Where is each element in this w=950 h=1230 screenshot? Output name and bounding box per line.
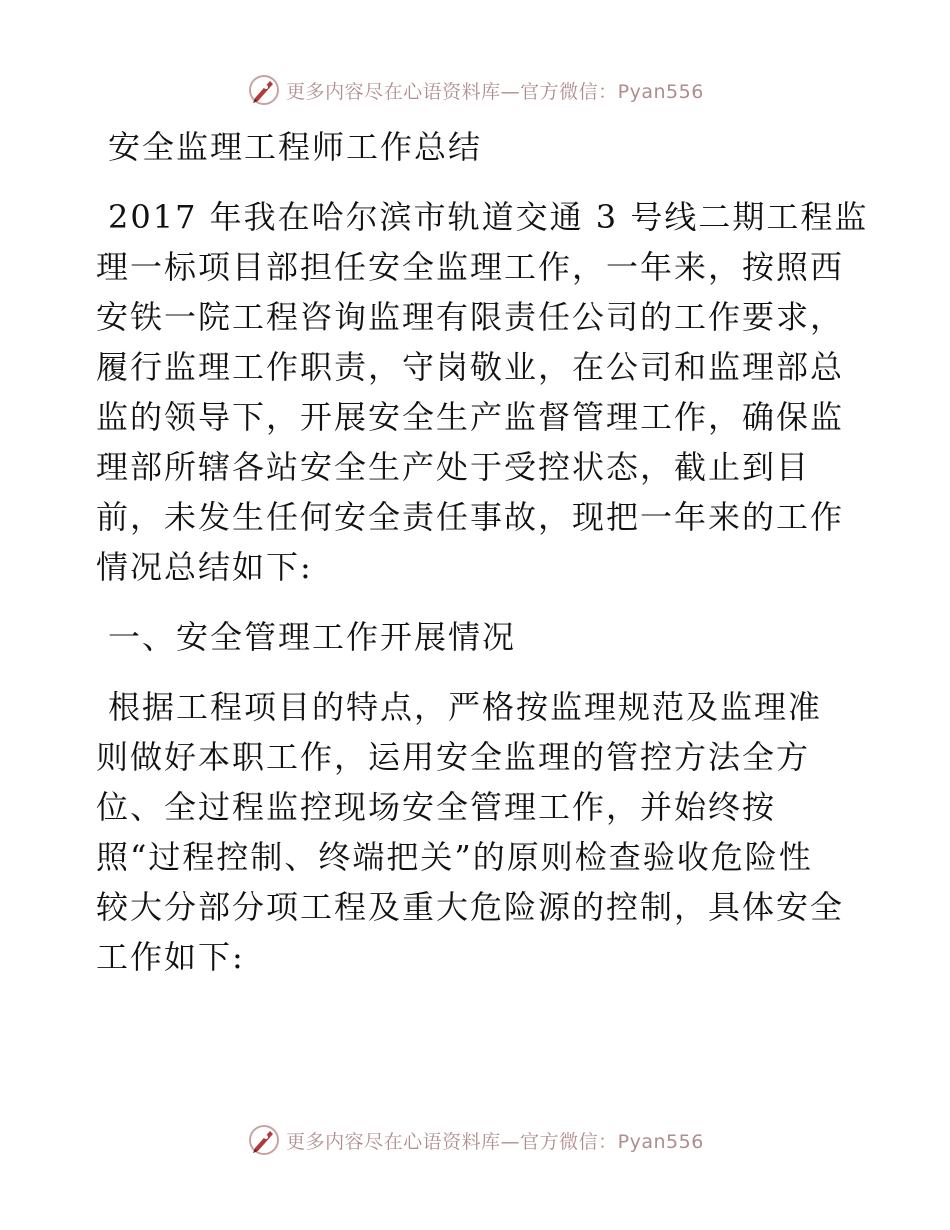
paragraph-line: 根据工程项目的特点，严格按监理规范及监理准: [108, 688, 823, 726]
watermark-text: 更多内容尽在心语资料库—官方微信：Pyan556: [286, 1130, 704, 1153]
paragraph-2: [96, 682, 856, 982]
watermark-banner-bottom: [0, 1120, 950, 1160]
paragraph-line: 履行监理工作职责，守岗敬业，在公司和监理部总: [96, 348, 845, 386]
watermark-text: 更多内容尽在心语资料库—官方微信：Pyan556: [286, 80, 704, 103]
paragraph-line: 前，未发生任何安全责任事故，现把一年来的工作: [96, 498, 845, 536]
paragraph-line: 2017 年我在哈尔滨市轨道交通 3 号线二期工程监: [108, 198, 869, 236]
pen-quill-logo-icon: [246, 1122, 282, 1158]
paragraph-line: 安铁一院工程咨询监理有限责任公司的工作要求，: [96, 298, 845, 336]
paragraph-line: 情况总结如下:: [96, 548, 313, 586]
section-heading: 一、安全管理工作开展情况: [108, 618, 517, 656]
paragraph-line: 理一标项目部担任安全监理工作，一年来，按照西: [96, 248, 845, 286]
pen-quill-logo-icon: [246, 72, 282, 108]
paragraph-line: 位、全过程监控现场安全管理工作，并始终按: [96, 788, 777, 826]
paragraph-line: 照“过程控制、终端把关”的原则检查验收危险性: [96, 838, 813, 876]
paragraph-line: 则做好本职工作，运用安全监理的管控方法全方: [96, 738, 811, 776]
paragraph-line: 工作如下:: [96, 938, 245, 976]
paragraph-line: 理部所辖各站安全生产处于受控状态，截止到目: [96, 448, 811, 486]
document-title: 安全监理工程师工作总结: [108, 128, 483, 166]
document-body: [96, 122, 869, 982]
paragraph-line: 较大分部分项工程及重大危险源的控制，具体安全: [96, 888, 845, 926]
paragraph-line: 监的领导下，开展安全生产监督管理工作，确保监: [96, 398, 845, 436]
watermark-banner-top: [0, 70, 950, 110]
paragraph-1: [96, 192, 869, 592]
